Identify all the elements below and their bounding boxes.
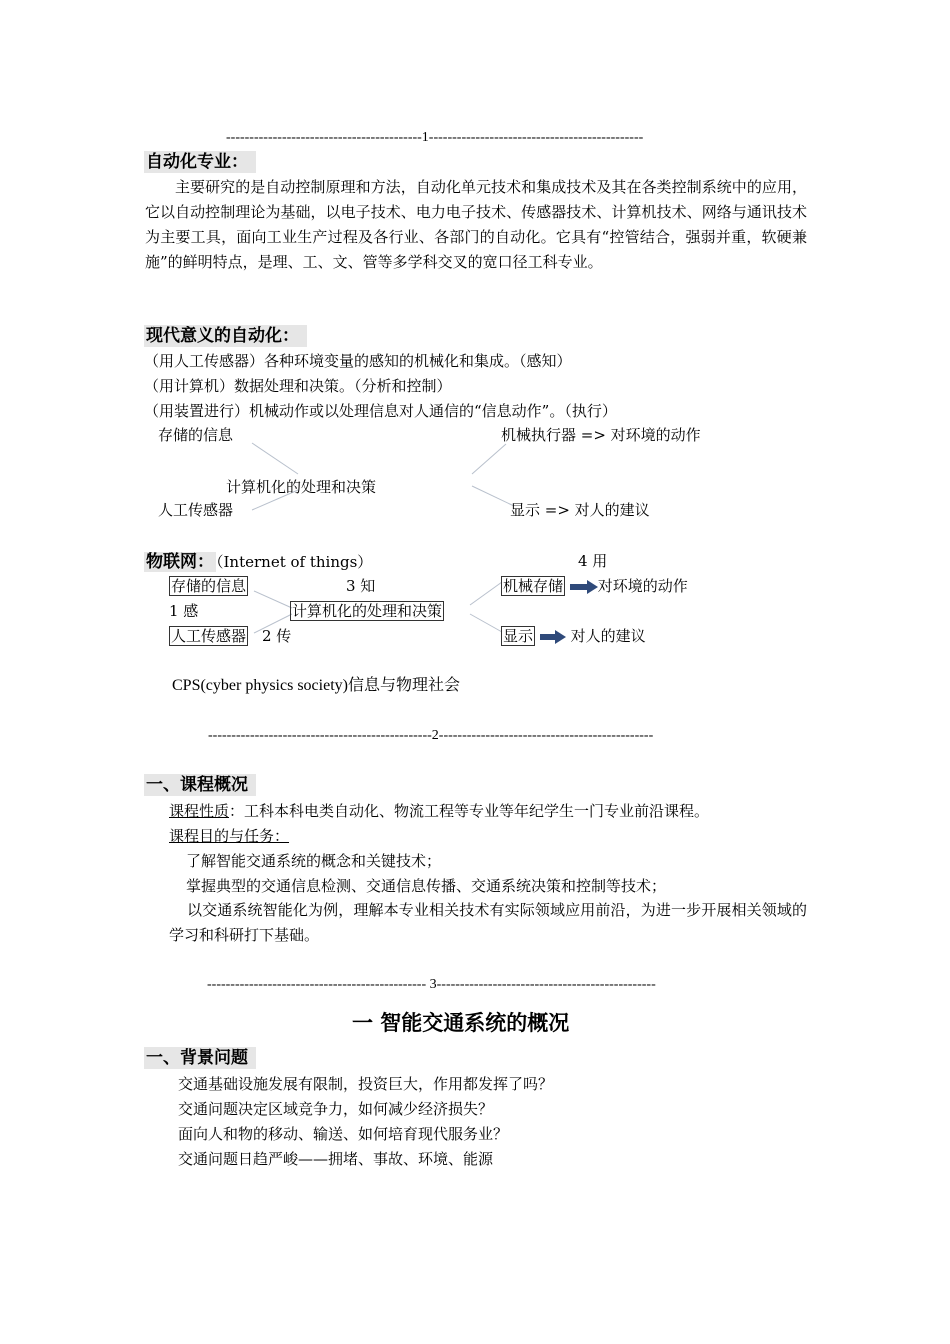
iot-env-action: 对环境的动作 <box>597 577 688 595</box>
connector-processing-to-display <box>472 486 514 506</box>
iot-connector-processing-to-display <box>470 614 502 632</box>
section-heading-automation-major: 自动化专业： <box>144 151 256 173</box>
diagram-stored-info: 存储的信息 <box>158 426 234 444</box>
page-separator-3: ----------------------------------------------- 3----------------------------------------------- <box>207 977 656 992</box>
course-goal-label: 课程目的与任务： <box>169 827 290 845</box>
chapter-title: 一 智能交通系统的概况 <box>352 1011 570 1035</box>
right-arrow-icon <box>570 580 598 594</box>
cps-line: CPS(cyber physics society)信息与物理社会 <box>172 677 460 694</box>
diagram-sensor: 人工传感器 <box>158 501 234 519</box>
connector-processing-to-actuator <box>472 444 506 474</box>
course-goal-2: 掌握典型的交通信息检测、交通信息传播、交通系统决策和控制等技术； <box>186 877 667 895</box>
modern-automation-line-2: （用计算机）数据处理和决策。（分析和控制） <box>144 377 452 395</box>
iot-label-use: 4 用 <box>578 552 608 570</box>
iot-box-processing: 计算机化的处理和决策 <box>292 602 443 620</box>
iot-output-row-display <box>501 626 646 646</box>
automation-major-paragraph: 主要研究的是自动控制原理和方法，自动化单元技术和集成技术及其在各类控制系统中的应用，它以自动控制理论为基础，以电子技术、电力电子技术、传感器技术、计算机技术、网络与通讯技术为主要工具，面向工业生产过程及各行业、各部门的自动化。它具有“控管结合，强弱并重，软硬兼施”的鲜明特点，是理、工、文、管等多学科交叉的宽口径工科专业。 <box>145 178 807 271</box>
iot-output-row-storage <box>501 576 688 596</box>
iot-label-transmit: 2 传 <box>262 627 292 645</box>
iot-connector-processing-to-storage <box>470 582 502 605</box>
modern-automation-line-3: （用装置进行）机械动作或以处理信息对人通信的“信息动作”。（执行） <box>144 402 617 420</box>
diagram-display: 显示 => 对人的建议 <box>510 501 650 519</box>
background-question-4: 交通问题日趋严峻——拥堵、事故、环境、能源 <box>178 1150 494 1168</box>
iot-box-stored-info: 存储的信息 <box>171 577 247 595</box>
connector-stored-to-processing <box>252 443 298 474</box>
course-nature-label: 课程性质 <box>169 802 230 820</box>
modern-automation-line-1: （用人工传感器）各种环境变量的感知的机械化和集成。（感知） <box>144 352 572 370</box>
right-arrow-icon <box>540 630 566 644</box>
background-question-2: 交通问题决定区域竞争力，如何减少经济损失？ <box>178 1100 494 1118</box>
iot-box-mech-storage: 机械存储 <box>503 577 564 595</box>
course-nature-text: ：工科本科电类自动化、物流工程等专业等年纪学生一门专业前沿课程。 <box>229 802 710 820</box>
page-separator-1: ------------------------------------------1---------------------------------------------- <box>226 130 644 145</box>
section-heading-course: 一、课程概况 <box>144 774 256 796</box>
section-heading-modern-automation: 现代意义的自动化： <box>144 325 307 347</box>
iot-human-advice: 对人的建议 <box>570 627 646 645</box>
section-heading-iot: 物联网： <box>146 552 214 572</box>
iot-subtitle: （Internet of things） <box>216 553 373 571</box>
diagram-actuator: 机械执行器 => 对环境的动作 <box>501 426 701 444</box>
diagram-processing: 计算机化的处理和决策 <box>226 478 377 496</box>
course-nature-line <box>169 801 709 821</box>
iot-heading-row <box>144 551 372 573</box>
iot-box-display: 显示 <box>503 627 534 645</box>
iot-connector-stored-to-processing <box>254 591 292 608</box>
background-question-1: 交通基础设施发展有限制，投资巨大，作用都发挥了吗？ <box>178 1075 554 1093</box>
section-heading-background: 一、背景问题 <box>144 1047 256 1069</box>
iot-box-sensor: 人工传感器 <box>171 627 247 645</box>
course-goal-1: 了解智能交通系统的概念和关键技术； <box>186 852 442 870</box>
page-separator-2: ------------------------------------------------2---------------------------------------------- <box>208 728 654 743</box>
course-goal-3: 以交通系统智能化为例，理解本专业相关技术有实际领域应用前沿，为进一步开展相关领域的学习和科研打下基础。 <box>169 901 807 944</box>
iot-label-sense: 1 感 <box>169 602 199 620</box>
background-question-3: 面向人和物的移动、输送、如何培育现代服务业？ <box>178 1125 509 1143</box>
iot-label-know: 3 知 <box>346 577 376 595</box>
